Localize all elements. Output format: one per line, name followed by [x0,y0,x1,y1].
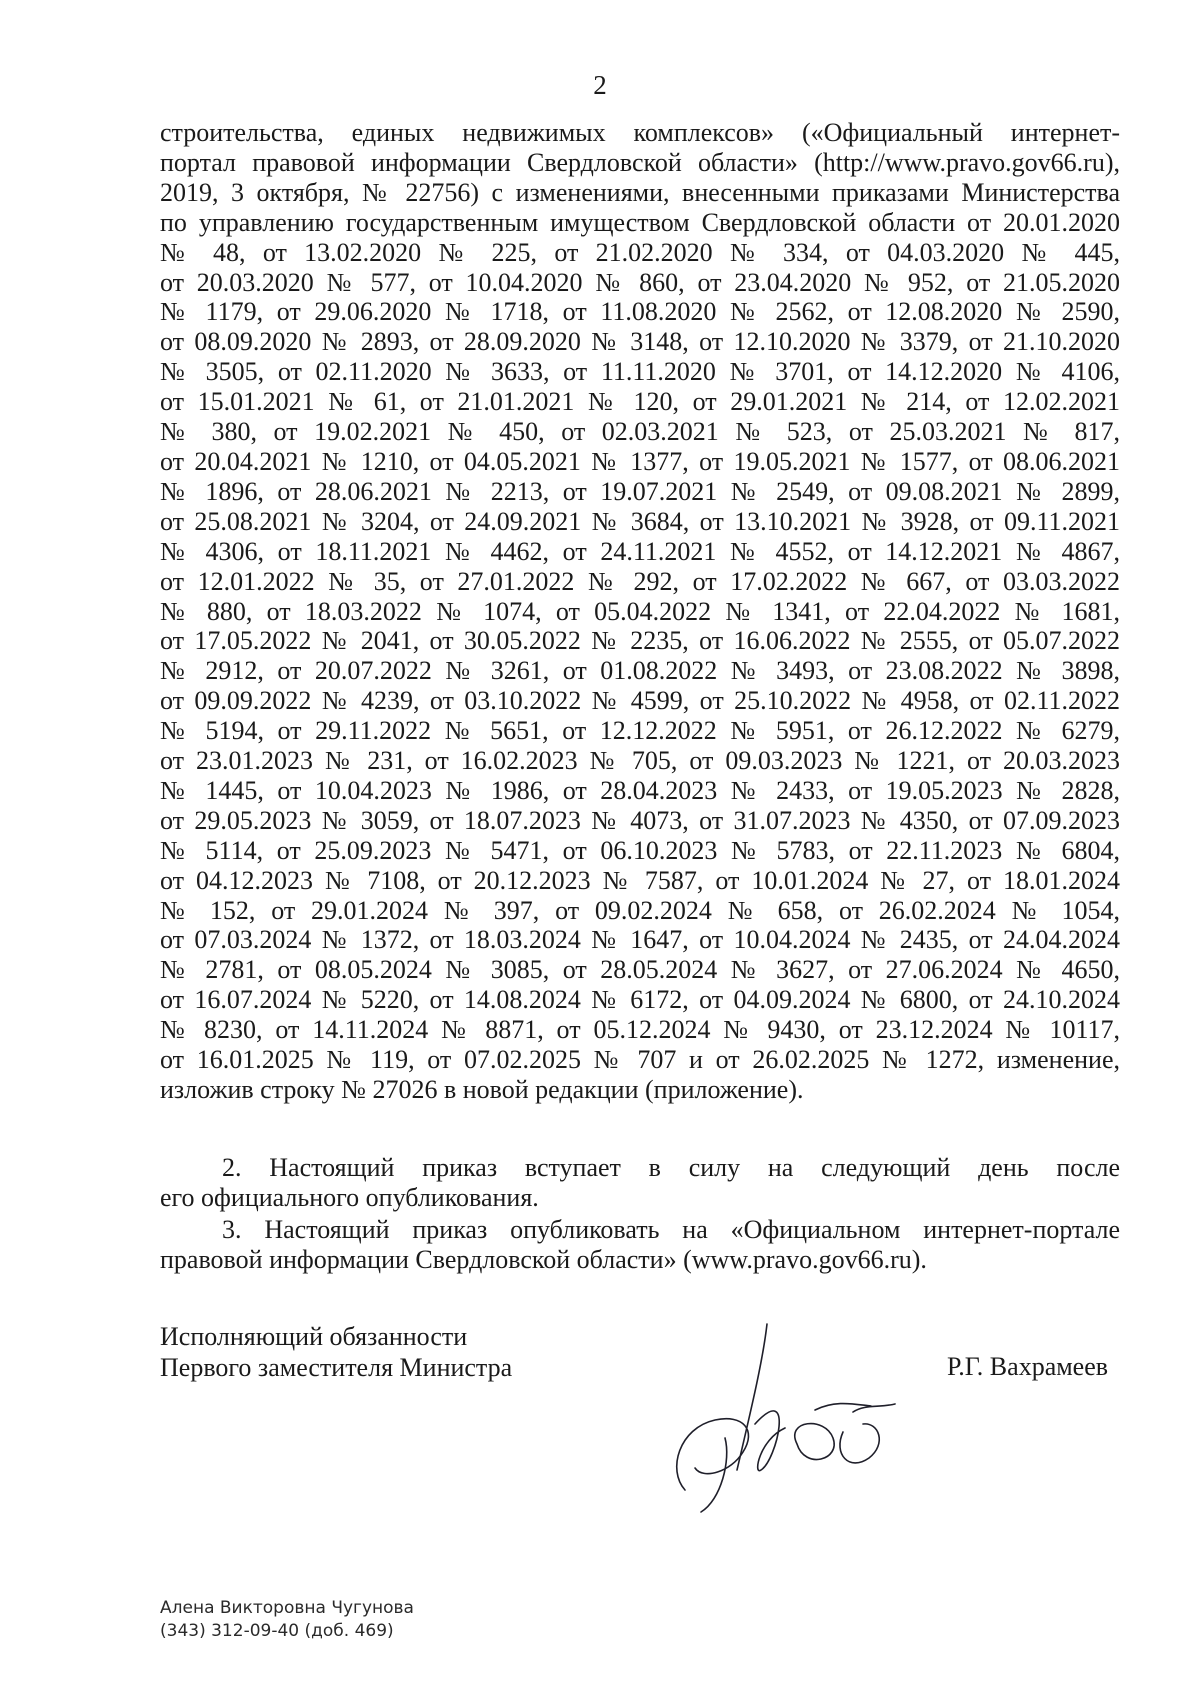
main-paragraph-line: от 07.03.2024 № 1372, от 18.03.2024 № 1647, от 10.04.2024 № 2435, от 24.04.2024 [160,925,1120,955]
main-paragraph-line: портал правовой информации Свердловской области» (http://www.pravo.gov66.ru), [160,147,1120,177]
main-paragraph-line: от 09.09.2022 № 4239, от 03.10.2022 № 4599, от 25.10.2022 № 4958, от 02.11.2022 [160,686,1120,716]
paragraph-entry-into-force-line: 2. Настоящий приказ вступает в силу на следующий день после [222,1153,1120,1182]
main-paragraph-line: изложив строку № 27026 в новой редакции (приложение). [160,1075,804,1104]
main-paragraph-line: № 2912, от 20.07.2022 № 3261, от 01.08.2022 № 3493, от 23.08.2022 № 3898, [160,656,1120,686]
main-paragraph-line: № 48, от 13.02.2020 № 225, от 21.02.2020 № 334, от 04.03.2020 № 445, [160,237,1120,267]
main-paragraph-line: от 20.03.2020 № 577, от 10.04.2020 № 860, от 23.04.2020 № 952, от 21.05.2020 [160,267,1120,297]
signatory-name: Р.Г. Вахрамеев [947,1352,1109,1381]
main-paragraph-line: от 25.08.2021 № 3204, от 24.09.2021 № 3684, от 13.10.2021 № 3928, от 09.11.2021 [160,506,1120,536]
signatory-position-line2: Первого заместителя Министра [160,1353,513,1382]
main-paragraph-line: от 15.01.2021 № 61, от 21.01.2021 № 120, от 29.01.2021 № 214, от 12.02.2021 [160,387,1120,417]
main-paragraph-line: № 5194, от 29.11.2022 № 5651, от 12.12.2022 № 5951, от 26.12.2022 № 6279, [160,716,1120,746]
paragraph-publication-line: правовой информации Свердловской области» (www.pravo.gov66.ru). [160,1245,927,1274]
paragraph-publication [160,1215,1120,1275]
paragraph-entry-into-force [160,1153,1120,1213]
main-paragraph-line: по управлению государственным имуществом Свердловской области от 20.01.2020 [160,207,1120,237]
main-paragraph-line: № 380, от 19.02.2021 № 450, от 02.03.2021 № 523, от 25.03.2021 № 817, [160,417,1120,447]
main-paragraph-line: от 08.09.2020 № 2893, от 28.09.2020 № 3148, от 12.10.2020 № 3379, от 21.10.2020 [160,327,1120,357]
main-paragraph-line: 2019, 3 октября, № 22756) с изменениями, внесенными приказами Министерства [160,177,1120,207]
main-paragraph-line: № 8230, от 14.11.2024 № 8871, от 05.12.2024 № 9430, от 23.12.2024 № 10117, [160,1015,1120,1045]
main-paragraph-line: от 16.01.2025 № 119, от 07.02.2025 № 707 и от 26.02.2025 № 1272, изменение, [160,1045,1120,1075]
main-paragraph-line: от 17.05.2022 № 2041, от 30.05.2022 № 2235, от 16.06.2022 № 2555, от 05.07.2022 [160,626,1120,656]
executor-info [160,1597,414,1643]
main-paragraph-line: от 20.04.2021 № 1210, от 04.05.2021 № 1377, от 19.05.2021 № 1577, от 08.06.2021 [160,446,1120,476]
main-paragraph-line: № 152, от 29.01.2024 № 397, от 09.02.2024 № 658, от 26.02.2024 № 1054, [160,895,1120,925]
main-paragraph-line: № 2781, от 08.05.2024 № 3085, от 28.05.2024 № 3627, от 27.06.2024 № 4650, [160,955,1120,985]
main-paragraph-line: от 12.01.2022 № 35, от 27.01.2022 № 292, от 17.02.2022 № 667, от 03.03.2022 [160,566,1120,596]
handwritten-signature [665,1320,925,1520]
paragraph-publication-line: 3. Настоящий приказ опубликовать на «Официальном интернет-портале [222,1215,1120,1244]
main-paragraph-line: № 5114, от 25.09.2023 № 5471, от 06.10.2023 № 5783, от 22.11.2023 № 6804, [160,835,1120,865]
main-paragraph-line: № 880, от 18.03.2022 № 1074, от 05.04.2022 № 1341, от 22.04.2022 № 1681, [160,596,1120,626]
page-number: 2 [593,70,607,100]
paragraph-entry-into-force-line: его официального опубликования. [160,1183,539,1212]
main-paragraph-line: от 04.12.2023 № 7108, от 20.12.2023 № 7587, от 10.01.2024 № 27, от 18.01.2024 [160,865,1120,895]
main-paragraph-line: № 1896, от 28.06.2021 № 2213, от 19.07.2021 № 2549, от 09.08.2021 № 2899, [160,476,1120,506]
main-paragraph-line: № 1179, от 29.06.2020 № 1718, от 11.08.2020 № 2562, от 12.08.2020 № 2590, [160,297,1120,327]
main-paragraph-line: № 1445, от 10.04.2023 № 1986, от 28.04.2023 № 2433, от 19.05.2023 № 2828, [160,775,1120,805]
main-paragraph-line: строительства, единых недвижимых комплексов» («Официальный интернет- [160,118,1120,147]
main-paragraph-line: № 4306, от 18.11.2021 № 4462, от 24.11.2021 № 4552, от 14.12.2021 № 4867, [160,536,1120,566]
main-paragraph-line: от 16.07.2024 № 5220, от 14.08.2024 № 6172, от 04.09.2024 № 6800, от 24.10.2024 [160,985,1120,1015]
signatory-position-line1: Исполняющий обязанности [160,1322,468,1351]
main-paragraph [160,118,1120,1105]
executor-phone: (343) 312-09-40 (доб. 469) [160,1621,394,1641]
executor-name: Алена Викторовна Чугунова [160,1598,414,1618]
signatory-position [160,1321,512,1383]
main-paragraph-line: от 29.05.2023 № 3059, от 18.07.2023 № 4073, от 31.07.2023 № 4350, от 07.09.2023 [160,805,1120,835]
main-paragraph-line: № 3505, от 02.11.2020 № 3633, от 11.11.2020 № 3701, от 14.12.2020 № 4106, [160,357,1120,387]
main-paragraph-line: от 23.01.2023 № 231, от 16.02.2023 № 705, от 09.03.2023 № 1221, от 20.03.2023 [160,746,1120,776]
